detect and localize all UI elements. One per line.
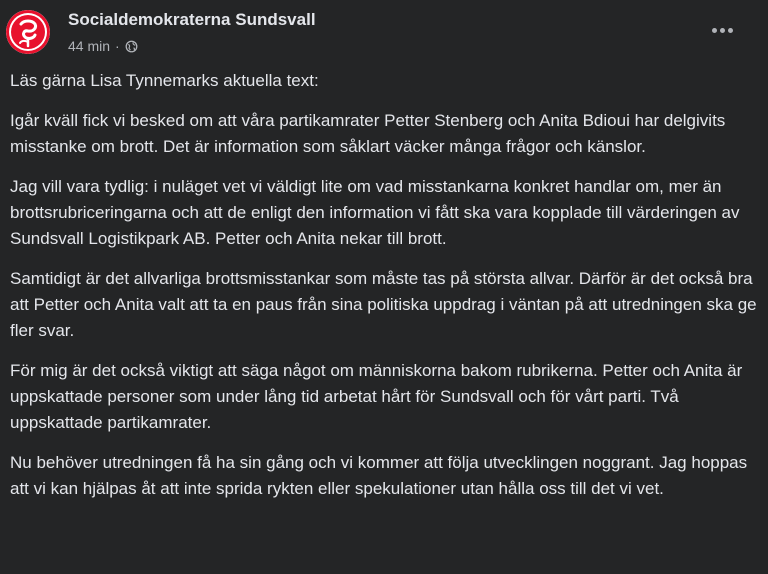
globe-icon[interactable] (125, 40, 138, 53)
post-paragraph: Jag vill vara tydlig: i nuläget vet vi väldigt lite om vad misstankarna konkret handlar om, mer än brottsrubriceringarna och att de enligt den information vi fått ska vara kopplade till värderingen av Sundsvall Logistikpark AB. Petter och Anita nekar till brott. (10, 177, 740, 248)
social-democrats-rose-logo-icon (6, 10, 50, 54)
post-paragraph: Läs gärna Lisa Tynnemarks aktuella text: (10, 71, 319, 90)
post-header (0, 0, 768, 66)
post-paragraph: Nu behöver utredningen få ha sin gång och vi kommer att följa utvecklingen noggrant. Jag hoppas att vi kan hjälpas åt att inte sprida rykten eller spekulationer utan hålla oss till det vi vet. (10, 453, 748, 498)
post-paragraph: Igår kväll fick vi besked om att våra partikamrater Petter Stenberg och Anita Bdioui har delgivits misstanke om brott. Det är information som såklart väcker många frågor och känslor. (10, 111, 726, 156)
post-timestamp[interactable]: 44 min (68, 38, 111, 54)
more-options-button[interactable] (700, 10, 744, 50)
post-paragraph: För mig är det också viktigt att säga något om människorna bakom rubrikerna. Petter och Anita är uppskattade personer som under lång tid arbetat hårt för Sundsvall och för vårt parti. Två uppskattade partikamrater. (10, 361, 743, 432)
post-paragraph: Samtidigt är det allvarliga brottsmisstankar som måste tas på största allvar. Därför är det också bra att Petter och Anita valt att ta en paus från sina politiska uppdrag i väntan på att utredningen ska ge fler svar. (10, 269, 757, 340)
page-avatar[interactable] (6, 10, 50, 54)
meta-separator: · (115, 38, 120, 54)
page-name-link[interactable]: Socialdemokraterna Sundsvall (68, 10, 316, 29)
more-horizontal-icon (712, 28, 733, 33)
post-meta (68, 38, 138, 54)
post-body (10, 68, 762, 516)
